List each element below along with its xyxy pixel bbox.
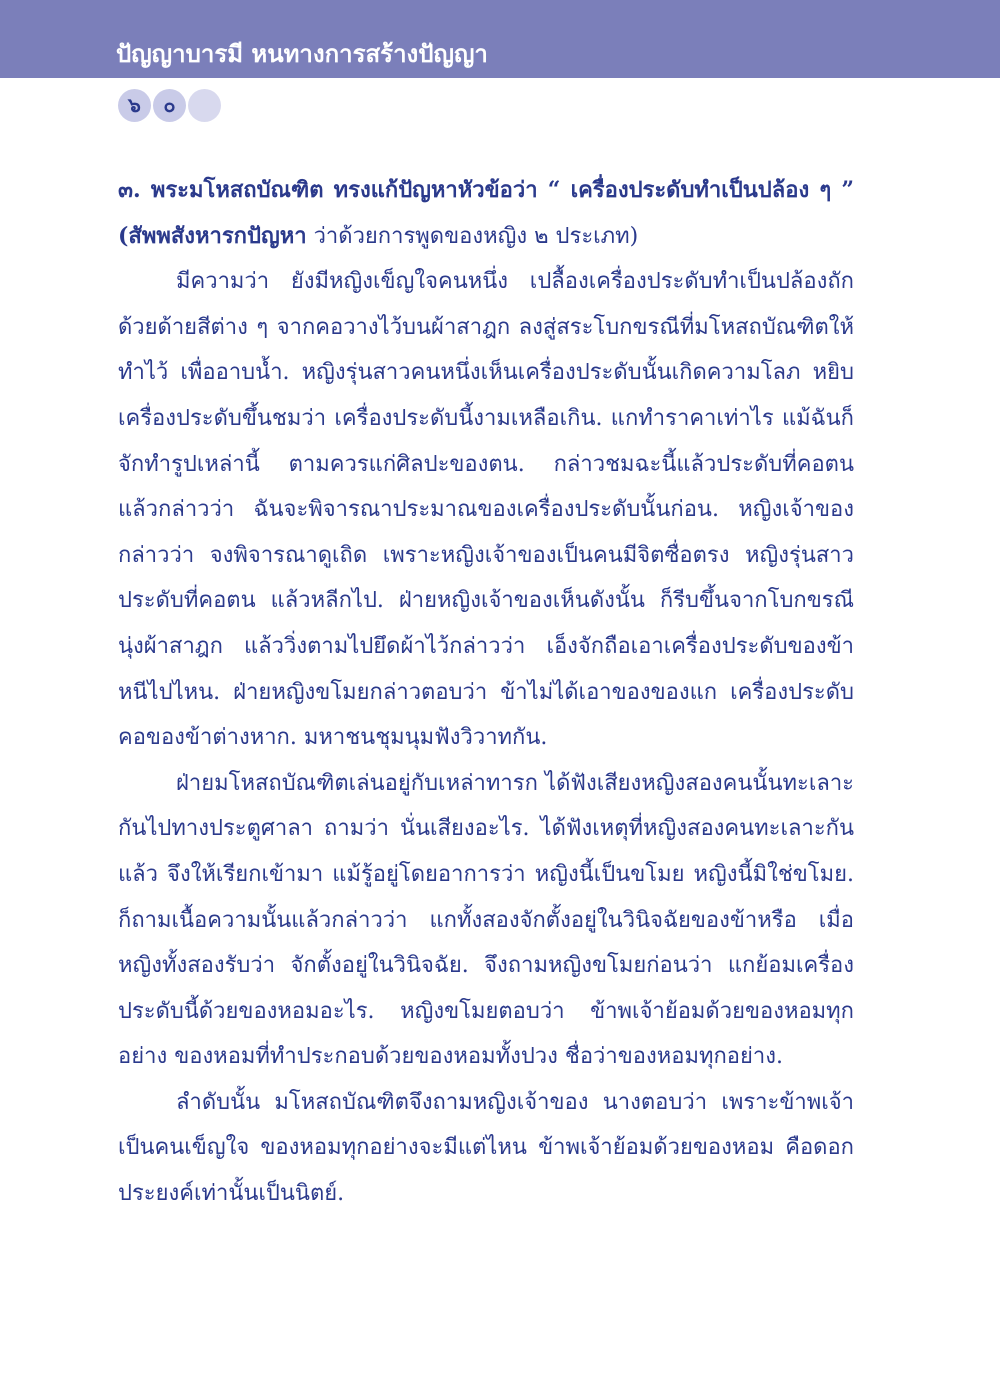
paragraph-2: ฝ่ายมโหสถบัณฑิตเล่นอยู่กับเหล่าทารก ได้ฟังเสียงหญิงสองคนนั้นทะเลาะกันไปทางประตูศาลา ถามว่า นั่นเสียงอะไร. ได้ฟังเหตุที่หญิงสองคนทะเลาะกันแล้ว จึงให้เรียกเข้ามา แม้รู้อยู่โดยอาการว่า หญิงนี้เป็นขโมย หญิงนี้มิใช่ขโมย. ก็ถามเนื้อความนั้นแล้วกล่าวว่า แกทั้งสองจักตั้งอยู่ในวินิจฉัยของข้าหรือ เมื่อหญิงทั้งสองรับว่า จักตั้งอยู่ในวินิจฉัย. จึงถามหญิงขโมยก่อนว่า แกย้อมเครื่องประดับนี้ด้วยของหอมอะไร. หญิงขโมยตอบว่า ข้าพเจ้าย้อมด้วยของหอมทุกอย่าง ของหอมที่ทำประกอบด้วยของหอมทั้งปวง ชื่อว่าของหอมทุกอย่าง. bbox=[118, 770, 854, 1070]
section-heading-bold: ๓. พระมโหสถบัณฑิต ทรงแก้ปัญหาหัวข้อว่า “ เครื่องประดับทำเป็นปล้อง ๆ ” (สัพพสังหารกปัญหา bbox=[118, 177, 854, 249]
page-number-digit-1: ๖ bbox=[118, 89, 151, 122]
page-number-blank-circle bbox=[188, 89, 221, 122]
header-bar bbox=[0, 0, 1000, 78]
section-heading-subtitle: ว่าด้วยการพูดของหญิง ๒ ประเภท) bbox=[306, 223, 639, 249]
page-number bbox=[118, 88, 223, 122]
paragraph-3: ลำดับนั้น มโหสถบัณฑิตจึงถามหญิงเจ้าของ นางตอบว่า เพราะข้าพเจ้าเป็นคนเข็ญใจ ของหอมทุกอย่างจะมีแต่ไหน ข้าพเจ้าย้อมด้วยของหอม คือดอกประยงค์เท่านั้นเป็นนิตย์. bbox=[118, 1089, 854, 1207]
page-body bbox=[118, 168, 854, 1217]
running-header-title: ปัญญาบารมี หนทางการสร้างปัญญา bbox=[116, 40, 488, 68]
section-heading bbox=[118, 168, 854, 259]
paragraph-1: มีความว่า ยังมีหญิงเข็ญใจคนหนึ่ง เปลื้องเครื่องประดับทำเป็นปล้องถักด้วยด้ายสีต่าง ๆ จากคอวางไว้บนผ้าสาฎก ลงสู่สระโบกขรณีที่มโหสถบัณฑิตให้ทำไว้ เพื่ออาบน้ำ. หญิงรุ่นสาวคนหนึ่งเห็นเครื่องประดับนั้นเกิดความโลภ หยิบเครื่องประดับขึ้นชมว่า เครื่องประดับนี้งามเหลือเกิน. แกทำราคาเท่าไร แม้ฉันก็จักทำรูปเหล่านี้ ตามควรแก่ศิลปะของตน. กล่าวชมฉะนี้แล้วประดับที่คอตน แล้วกล่าวว่า ฉันจะพิจารณาประมาณของเครื่องประดับนั้นก่อน. หญิงเจ้าของกล่าวว่า จงพิจารณาดูเถิด เพราะหญิงเจ้าของเป็นคนมีจิตซื่อตรง หญิงรุ่นสาวประดับที่คอตน แล้วหลีกไป. ฝ่ายหญิงเจ้าของเห็นดังนั้น ก็รีบขึ้นจากโบกขรณี นุ่งผ้าสาฎก แล้ววิ่งตามไปยึดผ้าไว้กล่าวว่า เอ็งจักถือเอาเครื่องประดับของข้า หนีไปไหน. ฝ่ายหญิงขโมยกล่าวตอบว่า ข้าไม่ได้เอาของของแก เครื่องประดับคอของข้าต่างหาก. มหาชนชุมนุมฟังวิวาทกัน. bbox=[118, 269, 854, 751]
page-number-digit-2: ๐ bbox=[153, 89, 186, 122]
